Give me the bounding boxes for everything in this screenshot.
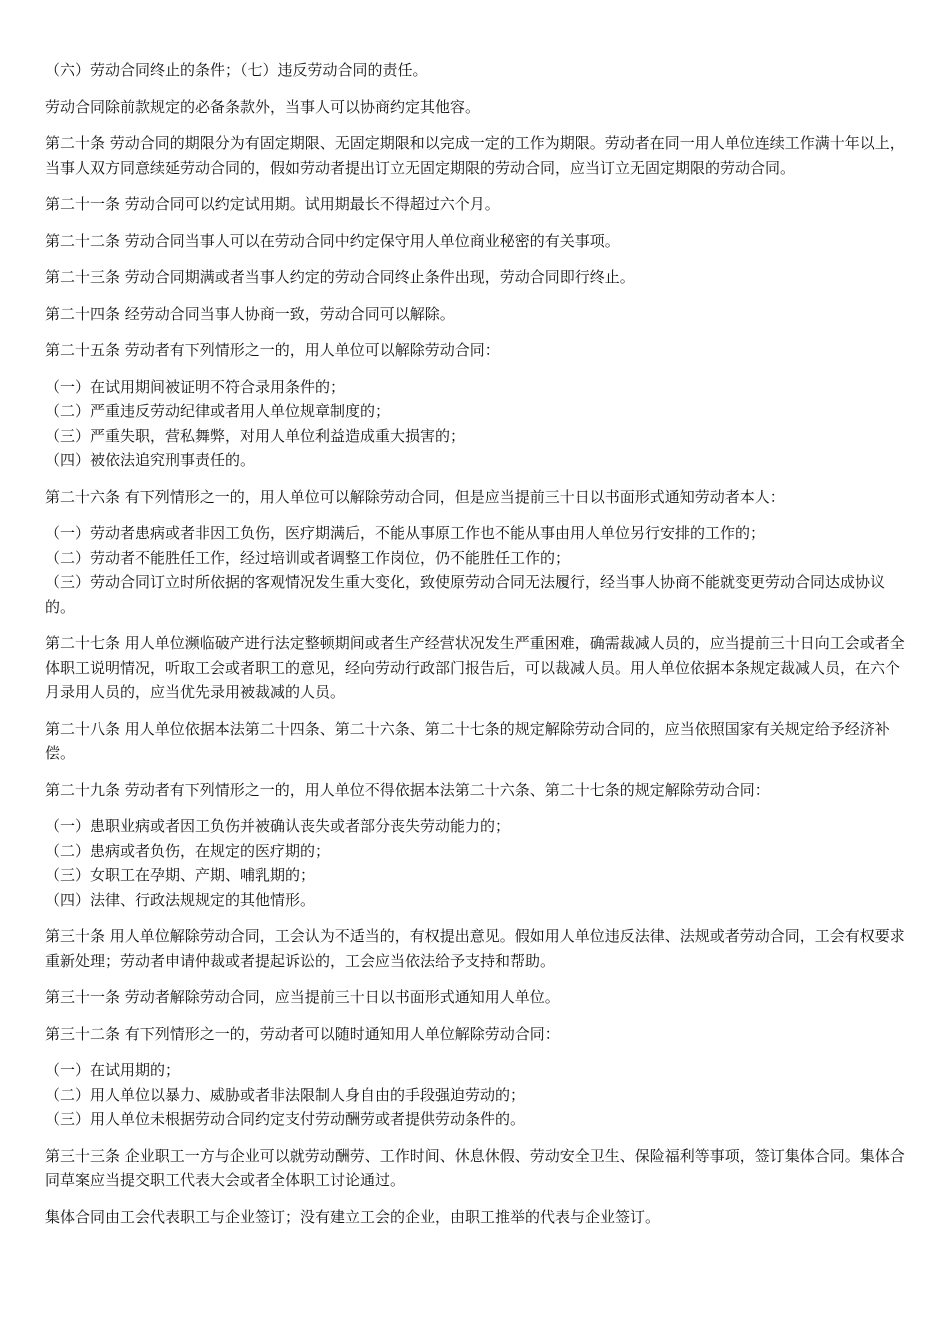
list-item: （四）法律、行政法规规定的其他情形。 xyxy=(45,890,316,909)
list-item: （一）在试用期的； xyxy=(45,1061,181,1079)
list-item: （二）用人单位以暴力、威胁或者非法限制人身自由的手段强迫劳动的； xyxy=(45,1085,526,1104)
paragraph: 第二十一条 劳动合同可以约定试用期。试用期最长不得超过六个月。 xyxy=(45,195,500,213)
paragraph: 第二十七条 用人单位濒临破产进行法定整顿期间或者生产经营状况发生严重困难，确需裁减人员的，应当提前三十日向工会或者全体职工说明情况，听取工会或者职工的意见，经向劳动行政部门报告后，可以裁减人员。用人单位依据本条规定裁减人员，在六个月录用人员的，应当优先录用被裁减的人员。 xyxy=(45,634,905,701)
paragraph: 第三十一条 劳动者解除劳动合同，应当提前三十日以书面形式通知用人单位。 xyxy=(45,988,560,1006)
list-item: （三）严重失职，营私舞弊，对用人单位利益造成重大损害的； xyxy=(45,426,466,445)
paragraph: 劳动合同除前款规定的必备条款外，当事人可以协商约定其他容。 xyxy=(45,97,481,116)
paragraph: 第三十三条 企业职工一方与企业可以就劳动酬劳、工作时间、休息休假、劳动安全卫生、保险福利等事项，签订集体合同。集体合同草案应当提交职工代表大会或者全体职工讨论通过。 xyxy=(45,1146,905,1189)
enumerated-list xyxy=(45,375,913,473)
list-item: （一）在试用期间被证明不符合录用条件的； xyxy=(45,377,346,396)
list-item: （二）患病或者负伤，在规定的医疗期的； xyxy=(45,841,331,860)
paragraph: 第三十条 用人单位解除劳动合同，工会认为不适当的，有权提出意见。假如用人单位违反法律、法规或者劳动合同，工会有权要求重新处理；劳动者申请仲裁或者提起诉讼的，工会应当依法给予支持和帮助。 xyxy=(45,927,905,970)
paragraph: 第二十八条 用人单位依据本法第二十四条、第二十六条、第二十七条的规定解除劳动合同的，应当依照国家有关规定给予经济补偿。 xyxy=(45,719,890,762)
paragraph: 第二十条 劳动合同的期限分为有固定期限、无固定期限和以完成一定的工作为期限。劳动者在同一用人单位连续工作满十年以上，当事人双方同意续延劳动合同的，假如劳动者提出订立无固定期限的劳动合同，应当订立无固定期限的劳动合同。 xyxy=(45,134,905,177)
paragraph: 第二十五条 劳动者有下列情形之一的，用人单位可以解除劳动合同： xyxy=(45,341,500,359)
paragraph: 第二十九条 劳动者有下列情形之一的，用人单位不得依据本法第二十六条、第二十七条的规定解除劳动合同： xyxy=(45,780,770,799)
list-item: （三）劳动合同订立时所依据的客观情况发生重大变化，致使原劳动合同无法履行，经当事人协商不能就变更劳动合同达成协议的。 xyxy=(45,573,886,616)
list-item: （三）用人单位未根据劳动合同约定支付劳动酬劳或者提供劳动条件的。 xyxy=(45,1110,526,1128)
paragraph: 第二十三条 劳动合同期满或者当事人约定的劳动合同终止条件出现，劳动合同即行终止。 xyxy=(45,268,635,286)
list-item: （二）严重违反劳动纪律或者用人单位规章制度的； xyxy=(45,402,391,420)
list-item: （二）劳动者不能胜任工作，经过培训或者调整工作岗位，仍不能胜任工作的； xyxy=(45,548,571,567)
paragraph: 第二十六条 有下列情形之一的，用人单位可以解除劳动合同，但是应当提前三十日以书面形式通知劳动者本人： xyxy=(45,487,785,506)
paragraph: 第二十四条 经劳动合同当事人协商一致，劳动合同可以解除。 xyxy=(45,304,455,323)
paragraph: （六）劳动合同终止的条件；（七）违反劳动合同的责任。 xyxy=(45,61,428,79)
list-item: （四）被依法追究刑事责任的。 xyxy=(45,451,256,469)
list-item: （一）患职业病或者因工负伤并被确认丧失或者部分丧失劳动能力的； xyxy=(45,817,511,835)
document-page xyxy=(45,58,913,1241)
enumerated-list xyxy=(45,521,913,619)
enumerated-list xyxy=(45,1058,913,1132)
list-item: （一）劳动者患病或者非因工负伤，医疗期满后，不能从事原工作也不能从事由用人单位另行安排的工作的； xyxy=(45,524,766,542)
paragraph: 第三十二条 有下列情形之一的，劳动者可以随时通知用人单位解除劳动合同： xyxy=(45,1024,560,1043)
paragraph: 第二十二条 劳动合同当事人可以在劳动合同中约定保守用人单位商业秘密的有关事项。 xyxy=(45,231,620,250)
list-item: （三）女职工在孕期、产期、哺乳期的； xyxy=(45,866,316,884)
enumerated-list xyxy=(45,814,913,912)
paragraph: 集体合同由工会代表职工与企业签订；没有建立工会的企业，由职工推举的代表与企业签订。 xyxy=(45,1207,661,1226)
